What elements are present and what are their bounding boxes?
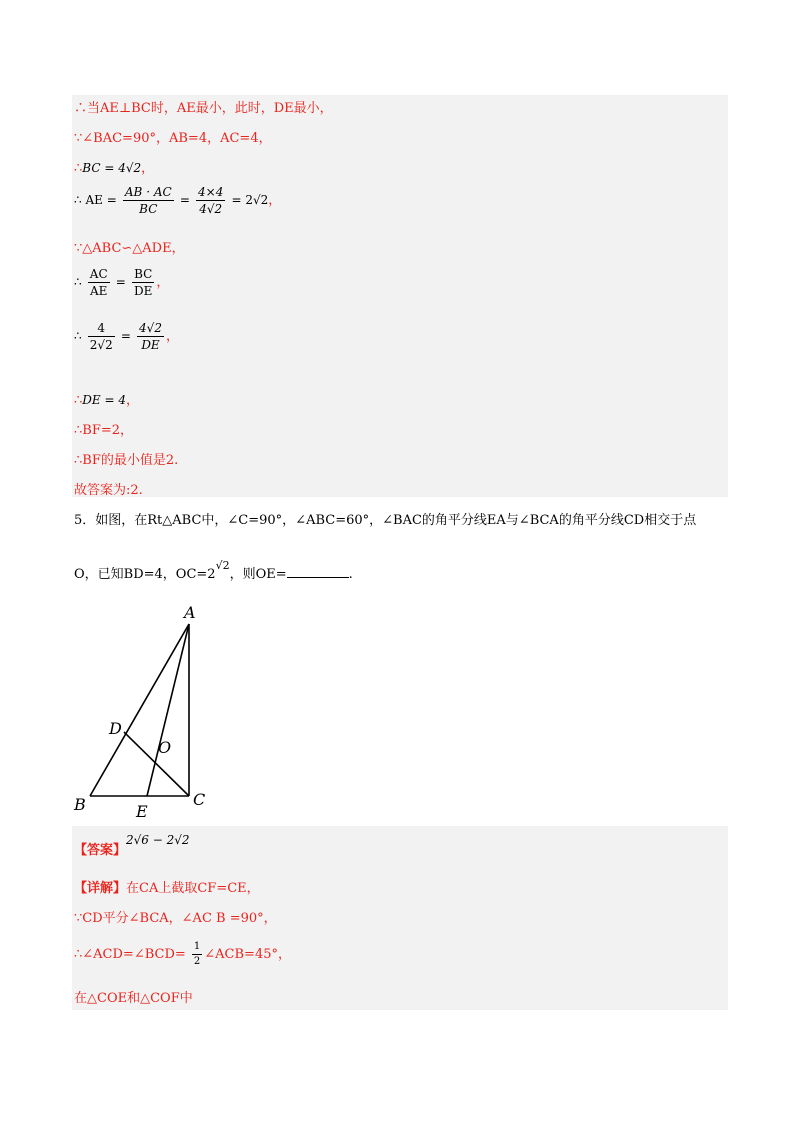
fraction-bc-de: $\frac{BC}{DE}$ <box>133 267 153 298</box>
segment-ae <box>147 624 189 796</box>
label-e: E <box>136 802 148 821</box>
label-d: D <box>109 719 122 738</box>
detail-line-4: 在△COE和△COF中 <box>74 991 193 1006</box>
solution-line-1: ∴当AE⊥BC时，AE最小，此时，DE最小， <box>74 101 333 116</box>
label-b: B <box>74 795 86 814</box>
detail-line-3: ∴∠ACD=∠BCD= $\frac{1}{2}$ ∠ACB=45°， <box>74 941 291 967</box>
answer-line <box>74 833 190 858</box>
answer-label: 【答案】 <box>74 843 127 858</box>
solution-line-8: ∴DE = 4， <box>74 393 139 408</box>
problem-line-1: 5．如图，在Rt△ABC中，∠C=90°，∠ABC=60°，∠BAC的角平分线EA与∠BCA的角平分线CD相交于点 <box>74 513 697 528</box>
solution-line-11: 故答案为:2. <box>74 483 143 498</box>
solution-line-10: ∴BF的最小值是2. <box>74 453 179 468</box>
solution-line-4: ∴ AE = $\frac{AB \cdot AC}{BC}$ = $\frac{4\times 4}{4√2}$ = 2√2， <box>74 185 282 216</box>
answer-value: 2√6 − 2√2 <box>126 833 190 847</box>
problem-line-2: O，已知BD=4，$OC=2^{√2}$，则OE= . <box>74 559 353 582</box>
solution-line-9: ∴BF=2， <box>74 423 134 438</box>
triangle-figure <box>60 600 220 822</box>
fraction-ac-ae: $\frac{AC}{AE}$ <box>89 267 108 298</box>
answer-blank <box>287 577 349 578</box>
segment-ab <box>90 624 189 796</box>
fraction-4-2sqrt2: $\frac{4}{2√2}$ <box>89 321 113 352</box>
label-a: A <box>184 603 196 622</box>
label-c: C <box>193 790 206 809</box>
solution-line-6: ∴ $\frac{AC}{AE}$ = $\frac{BC}{DE}$ ， <box>74 267 170 298</box>
solution-line-7: ∴ $\frac{4}{2√2}$ = $\frac{4√2}{DE}$ ， <box>74 321 179 352</box>
solution-line-2: ∵∠BAC=90°，AB=4，AC=4， <box>74 131 272 146</box>
detail-line-2: ∵CD平分∠BCA，∠AC B =90°， <box>74 911 277 926</box>
math-bc: BC = 4√2 <box>82 161 142 175</box>
detail-line-1: 【详解】在CA上截取CF=CE， <box>74 881 260 896</box>
solution-line-5: ∵△ABC∽△ADE， <box>74 241 185 256</box>
label-o: O <box>158 738 172 757</box>
fraction-4x4: $\frac{4\times 4}{4√2}$ <box>198 185 224 216</box>
fraction-one-half: $\frac{1}{2}$ <box>193 941 201 967</box>
detail-label: 【详解】 <box>74 881 127 896</box>
solution-line-3: ∴BC = 4√2， <box>74 161 155 176</box>
segment-cd <box>124 732 189 796</box>
fraction-ab-ac-bc: $\frac{AB \cdot AC}{BC}$ <box>124 185 172 216</box>
sqrt-2-superscript: √2 <box>215 559 230 572</box>
fraction-4sqrt2-de: $\frac{4√2}{DE}$ <box>139 321 162 352</box>
solution-panel-top <box>72 95 728 497</box>
